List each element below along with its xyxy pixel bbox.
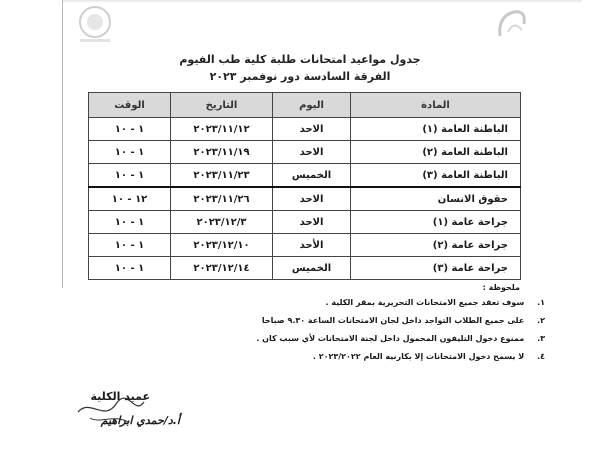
cell-subject: جراحة عامة (٢) — [351, 234, 521, 257]
cell-day: الخميس — [273, 257, 351, 280]
cell-time: ١ - ١٠ — [89, 118, 171, 141]
cell-date: ٢٠٢٣/١١/١٢ — [171, 118, 273, 141]
table-row — [89, 234, 521, 257]
cell-time: ١ - ١٠ — [89, 257, 171, 280]
notes-heading: ملحوظة : — [482, 283, 520, 292]
cell-date: ٢٠٢٣/١١/٢٦ — [171, 187, 273, 211]
cell-time: ١ - ١٠ — [89, 141, 171, 164]
cell-day: الأحد — [273, 234, 351, 257]
cell-subject: جراحة عامة (١) — [351, 211, 521, 234]
table-row — [89, 164, 521, 188]
cell-subject: الباطنة العامة (١) — [351, 118, 521, 141]
cell-subject: الباطنة العامة (٣) — [351, 164, 521, 188]
header-subject: المادة — [351, 93, 521, 118]
table-row — [89, 211, 521, 234]
note-item — [150, 350, 545, 368]
header-date: التاريخ — [171, 93, 273, 118]
note-text: لا يسمح دخول الامتحانات إلا بكارنيه العام ٢٠٢٣/٢٠٢٢ . — [312, 352, 525, 361]
cell-subject: حقوق الانسان — [351, 187, 521, 211]
note-item — [150, 296, 545, 314]
table-row — [89, 187, 521, 211]
table-row — [89, 257, 521, 280]
note-number: ٤. — [537, 352, 545, 361]
header-time: الوقت — [89, 93, 171, 118]
cell-time: ١ - ١٠ — [89, 234, 171, 257]
document-title: جدول مواعيد امتحانات طلبة كلية طب الفيوم — [179, 53, 421, 66]
cell-date: ٢٠٢٣/١٢/١٤ — [171, 257, 273, 280]
scan-edge-left — [62, 0, 63, 288]
cell-date: ٢٠٢٣/١١/١٩ — [171, 141, 273, 164]
table-header-row — [89, 93, 521, 118]
note-number: ٢. — [537, 316, 545, 325]
cell-time: ١ - ١٠ — [89, 211, 171, 234]
note-item — [150, 314, 545, 332]
scan-edge-top — [62, 0, 582, 3]
note-text: ممنوع دخول التليفون المحمول داخل لجنة الامتحانات لأي سبب كان . — [256, 334, 525, 343]
faculty-logo-icon — [70, 2, 120, 46]
university-logo-icon — [492, 6, 532, 42]
cell-day: الاحد — [273, 118, 351, 141]
exam-schedule-table — [88, 92, 521, 280]
cell-day: الاحد — [273, 211, 351, 234]
cell-day: الخميس — [273, 164, 351, 188]
cell-day: الاحد — [273, 187, 351, 211]
signature-role: عميد الكلية — [90, 390, 150, 403]
table-row — [89, 118, 521, 141]
note-text: على جميع الطلاب التواجد داخل لجان الامتحانات الساعة ٩.٣٠ صباحا — [261, 316, 525, 325]
document-subtitle: الفرقة السادسة دور نوفمبر ٢٠٢٣ — [209, 70, 391, 83]
table-row — [89, 141, 521, 164]
header-day: اليوم — [273, 93, 351, 118]
note-text: سوف تعقد جميع الامتحانات التحريرية بمقر الكلية . — [325, 298, 525, 307]
cell-date: ٢٠٢٣/١١/٢٣ — [171, 164, 273, 188]
cell-date: ٢٠٢٣/١٢/٣ — [171, 211, 273, 234]
note-item — [150, 332, 545, 350]
cell-subject: جراحة عامة (٣) — [351, 257, 521, 280]
cell-date: ٢٠٢٣/١٢/١٠ — [171, 234, 273, 257]
note-number: ٣. — [537, 334, 545, 343]
cell-subject: الباطنة العامة (٢) — [351, 141, 521, 164]
cell-day: الاحد — [273, 141, 351, 164]
note-number: ١. — [537, 298, 545, 307]
notes-list — [150, 296, 545, 368]
signature-name: أ.د/حمدي ابراهيم — [100, 414, 180, 427]
cell-time: ١ - ١٠ — [89, 164, 171, 188]
cell-time: ١٢ - ١٠ — [89, 187, 171, 211]
